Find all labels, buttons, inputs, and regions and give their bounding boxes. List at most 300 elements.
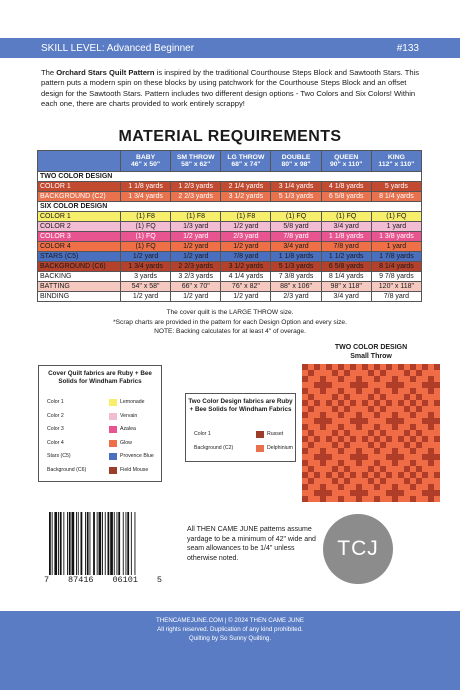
row-label: COLOR 1 <box>38 182 121 192</box>
barcode-bar <box>58 512 59 575</box>
quilt-patch <box>392 388 398 394</box>
barcode-bar <box>105 512 106 575</box>
quilt-patch <box>422 472 428 478</box>
table-cell: 5 yards <box>371 182 421 192</box>
quilt-patch <box>356 424 362 430</box>
barcode-bar <box>76 512 77 575</box>
quilt-patch <box>386 454 392 460</box>
table-cell: 1/2 yard <box>221 222 271 232</box>
barcode-digit-group: 7 <box>44 575 50 585</box>
quilt-patch <box>314 436 320 442</box>
quilt-patch <box>338 400 344 406</box>
quilt-patch <box>434 400 440 406</box>
corner-cell <box>38 151 121 172</box>
table-cell: 98" x 118" <box>321 282 371 292</box>
two-color-legend-title: Two Color Design fabrics are Ruby + Bee Solids for Windham Fabrics <box>188 398 293 413</box>
barcode-bar <box>72 512 75 575</box>
quilt-patch <box>410 436 416 442</box>
quilt-patch <box>428 490 434 496</box>
quilt-patch <box>410 412 416 418</box>
barcode-bar <box>114 512 115 575</box>
quilt-patch <box>434 490 440 496</box>
table-cell: 3 1/2 yards <box>221 262 271 272</box>
barcode-bar <box>135 512 136 575</box>
table-cell: 54" x 58" <box>121 282 171 292</box>
table-cell: 4 1/4 yards <box>221 272 271 282</box>
quilt-patch <box>380 370 386 376</box>
table-cell: 1 3/8 yards <box>371 232 421 242</box>
table-cell: (1) FQ <box>121 222 171 232</box>
table-row <box>38 262 422 272</box>
table-cell: 1 7/8 yards <box>371 252 421 262</box>
table-cell: 5/8 yard <box>271 222 321 232</box>
barcode-bar <box>99 512 102 575</box>
quilt-patch <box>428 412 434 418</box>
quilt-patch <box>338 496 344 502</box>
quilt-patch <box>356 382 362 388</box>
table-cell: 1/2 yard <box>171 292 221 302</box>
column-size-name: SM THROW <box>176 153 215 161</box>
quilt-patch <box>308 442 314 448</box>
quilt-patch <box>362 418 368 424</box>
quilt-patch <box>428 376 434 382</box>
barcode-bar <box>127 512 129 575</box>
table-row <box>38 232 422 242</box>
quilt-patch <box>422 454 428 460</box>
material-requirements-table <box>37 150 422 302</box>
barcode-bar <box>54 512 57 575</box>
legend-fabric-name: Lemonade <box>120 399 145 405</box>
quilt-patch <box>302 388 308 394</box>
quilt-patch <box>386 490 392 496</box>
quilt-patch <box>308 394 314 400</box>
quilt-patch <box>422 364 428 370</box>
table-cell: 1 1/2 yards <box>321 252 371 262</box>
quilt-patch <box>368 442 374 448</box>
table-cell: 7/8 yard <box>371 292 421 302</box>
table-row <box>38 252 422 262</box>
quilt-patch <box>422 436 428 442</box>
quilt-patch <box>422 490 428 496</box>
column-dimensions: 90" x 110" <box>329 161 363 168</box>
quilt-patch <box>392 376 398 382</box>
legend-slot: Color 4 <box>47 439 64 446</box>
table-cell: 3/4 yard <box>321 222 371 232</box>
quilt-patch <box>356 412 362 418</box>
quilt-patch <box>398 454 404 460</box>
quilt-patch <box>392 382 398 388</box>
cover-legend-title: Cover Quilt fabrics are Ruby + Bee Solids for Windham Fabrics <box>48 370 152 385</box>
quilt-patch <box>350 454 356 460</box>
quilt-patch <box>308 466 314 472</box>
quilt-patch <box>428 418 434 424</box>
table-cell: (1) F8 <box>121 212 171 222</box>
legend-swatch <box>109 453 117 460</box>
barcode-bar <box>110 512 113 575</box>
quilt-patch <box>392 412 398 418</box>
table-cell: 1/2 yard <box>121 292 171 302</box>
quilt-patch <box>374 460 380 466</box>
quilt-patch <box>356 388 362 394</box>
barcode-bar <box>85 512 86 575</box>
quilt-patch <box>320 388 326 394</box>
column-dimensions: 58" x 62" <box>181 161 211 168</box>
quilt-patch <box>350 436 356 442</box>
quilt-patch <box>386 400 392 406</box>
table-cell: (1) FQ <box>121 232 171 242</box>
quilt-patch <box>410 472 416 478</box>
table-row <box>38 242 422 252</box>
barcode-digits <box>43 575 163 585</box>
quilt-patch <box>392 496 398 502</box>
quilt-patch <box>320 490 326 496</box>
two-color-fabric-legend <box>185 393 296 462</box>
quilt-patch <box>314 418 320 424</box>
quilt-patch <box>434 436 440 442</box>
legend-fabric-name: Glow <box>120 439 132 446</box>
legend-swatch <box>256 445 264 452</box>
quilt-patch <box>362 490 368 496</box>
column-size-name: DOUBLE <box>281 153 311 161</box>
table-cell: (1) FQ <box>271 212 321 222</box>
barcode-bars <box>49 512 157 575</box>
quilt-patch <box>392 418 398 424</box>
barcode-bar <box>102 512 103 575</box>
quilt-patch <box>350 382 356 388</box>
table-row <box>38 292 422 302</box>
quilt-patch <box>308 406 314 412</box>
table-row <box>38 272 422 282</box>
quilt-patch <box>368 478 374 484</box>
quilt-patch <box>398 382 404 388</box>
quilt-patch <box>362 436 368 442</box>
table-cell: 8 1/4 yards <box>371 262 421 272</box>
quilt-patch <box>380 394 386 400</box>
legend-fabric-name: Russet <box>267 431 284 437</box>
footer-website[interactable]: THENCAMEJUNE.COM | © 2024 THEN CAME JUNE <box>155 617 305 624</box>
quilt-patch <box>344 442 350 448</box>
barcode <box>43 508 163 588</box>
column-size-name: QUEEN <box>334 153 359 161</box>
row-label: BACKGROUND (C2) <box>38 192 121 202</box>
barcode-bar <box>131 512 132 575</box>
table-row <box>38 282 422 292</box>
quilt-patch <box>302 472 308 478</box>
table-cell: (1) F8 <box>171 212 221 222</box>
column-dimensions: 46" x 50" <box>131 161 161 168</box>
quilt-patch <box>362 364 368 370</box>
quilt-patch <box>374 364 380 370</box>
legend-fabric-name: Azalea <box>120 426 136 432</box>
quilt-patch <box>356 376 362 382</box>
quilt-patch <box>320 484 326 490</box>
barcode-bar <box>63 512 64 575</box>
legend-fabric-name: Provence Blue <box>120 453 154 459</box>
column-header <box>171 151 221 172</box>
table-cell: 66" x 70" <box>171 282 221 292</box>
table-cell: 2/3 yard <box>271 292 321 302</box>
quilt-patch <box>314 490 320 496</box>
table-cell: 9 7/8 yards <box>371 272 421 282</box>
intro-paragraph <box>41 68 427 110</box>
column-size-name: BABY <box>135 153 156 161</box>
table-cell: 6 5/8 yards <box>321 262 371 272</box>
table-row <box>38 212 422 222</box>
quilt-patch <box>386 472 392 478</box>
skill-level: SKILL LEVEL: Advanced Beginner <box>41 42 195 54</box>
quilt-patch <box>404 430 410 436</box>
quilt-patch <box>356 418 362 424</box>
legend-slot: Color 1 <box>194 431 211 437</box>
quilt-patch <box>344 394 350 400</box>
table-row <box>38 182 422 192</box>
quilt-patch <box>338 412 344 418</box>
table-cell: 2 2/3 yards <box>171 262 221 272</box>
quilt-patch <box>434 472 440 478</box>
barcode-digit-group: 5 <box>156 575 162 585</box>
quilt-patch <box>338 460 344 466</box>
pattern-number: #133 <box>396 42 419 54</box>
quilt-patch <box>332 478 338 484</box>
quilt-patch <box>362 400 368 406</box>
quilt-patch <box>332 466 338 472</box>
footer-quilting: Quilting by So Sunny Quilting. <box>188 635 272 642</box>
barcode-digit-group: 87416 <box>68 575 94 585</box>
quilt-patch <box>410 424 416 430</box>
quilt-patch <box>410 460 416 466</box>
table-header-row <box>38 151 422 172</box>
intro-lead: The <box>41 68 57 77</box>
table-cell: 88" x 106" <box>271 282 321 292</box>
column-dimensions: 112" x 110" <box>378 161 415 168</box>
quilt-patch <box>422 400 428 406</box>
note-line: The cover quilt is the LARGE THROW size. <box>166 309 294 316</box>
quilt-patch <box>410 496 416 502</box>
note-line: NOTE: Backing calculates for at least 4" of overage. <box>154 328 306 335</box>
quilt-patch <box>356 454 362 460</box>
quilt-patch <box>392 454 398 460</box>
quilt-patch <box>338 472 344 478</box>
quilt-patch <box>314 400 320 406</box>
barcode-bar <box>93 512 95 575</box>
table-cell: 4 1/8 yards <box>321 182 371 192</box>
quilt-patch <box>302 496 308 502</box>
quilt-patch <box>302 484 308 490</box>
quilt-patch <box>368 466 374 472</box>
quilt-patch <box>428 388 434 394</box>
legend-slot: Color 1 <box>47 399 64 405</box>
table-cell: 2 1/4 yards <box>221 182 271 192</box>
quilt-patch <box>338 364 344 370</box>
quilt-patch <box>362 472 368 478</box>
table-cell: 1/2 yard <box>221 242 271 252</box>
quilt-patch <box>380 406 386 412</box>
table-cell: 1 yard <box>371 242 421 252</box>
table-cell: 3 yards <box>121 272 171 282</box>
material-requirements-title: MATERIAL REQUIREMENTS <box>118 128 342 145</box>
yardage-note: All THEN CAME JUNE patterns assume yardage to be a minimum of 42" wide and seam allowances to be 1/4" unless otherwise noted. <box>187 526 316 562</box>
column-header <box>271 151 321 172</box>
quilt-patch <box>326 418 332 424</box>
column-header <box>121 151 171 172</box>
table-cell: 1 1/8 yards <box>121 182 171 192</box>
intro-body: is inspired by the traditional Courthouse Steps Block and Sawtooth Stars. This pattern puts a modern spin on these blocks by using patchwork for the Courthouse Steps Block and an offset design for the Sawtooth Stars. Pattern includes two different design options - Two Colors and Six Colors! Within each one, there are charts provided to work entirely scrappy! <box>41 68 420 109</box>
quilt-patch <box>344 370 350 376</box>
quilt-patch <box>344 430 350 436</box>
quilt-patch <box>302 400 308 406</box>
quilt-patch <box>398 436 404 442</box>
table-cell: (1) FQ <box>371 212 421 222</box>
quilt-patch <box>374 436 380 442</box>
quilt-patch <box>410 388 416 394</box>
table-cell: 76" x 82" <box>221 282 271 292</box>
quilt-patch <box>416 478 422 484</box>
quilt-patch <box>392 448 398 454</box>
small-throw-title <box>302 343 440 361</box>
quilt-patch <box>398 364 404 370</box>
small-throw-quilt-illustration <box>302 364 440 502</box>
row-label: COLOR 3 <box>38 232 121 242</box>
table-cell: 8 1/4 yards <box>321 272 371 282</box>
barcode-bar <box>90 512 91 575</box>
legend-slot: Color 3 <box>47 426 64 432</box>
quilt-patch <box>410 484 416 490</box>
table-cell: 120" x 118" <box>371 282 421 292</box>
small-throw-title-line1: TWO COLOR DESIGN <box>334 344 408 351</box>
table-row <box>38 222 422 232</box>
quilt-patch <box>398 472 404 478</box>
quilt-patch <box>332 394 338 400</box>
quilt-patch <box>356 496 362 502</box>
table-cell: 8 1/4 yards <box>371 192 421 202</box>
note-line: *Scrap charts are provided in the pattern for each Design Option and every size. <box>113 318 347 326</box>
quilt-patch <box>314 382 320 388</box>
legend-slot: Background (C2) <box>194 444 234 451</box>
barcode-bar <box>108 512 110 575</box>
table-cell: 3/4 yard <box>321 292 371 302</box>
quilt-patch <box>350 472 356 478</box>
quilt-patch <box>332 442 338 448</box>
quilt-patch <box>338 424 344 430</box>
barcode-bar <box>60 512 62 575</box>
quilt-patch <box>416 466 422 472</box>
quilt-patch <box>338 436 344 442</box>
quilt-patch <box>326 400 332 406</box>
legend-slot: Color 2 <box>47 412 64 419</box>
quilt-patch <box>302 448 308 454</box>
quilt-patch <box>428 382 434 388</box>
quilt-patch <box>386 436 392 442</box>
quilt-patch <box>302 376 308 382</box>
quilt-patch <box>416 406 422 412</box>
table-cell: 1/2 yard <box>171 232 221 242</box>
quilt-patch <box>428 484 434 490</box>
quilt-patch <box>404 370 410 376</box>
row-label: COLOR 2 <box>38 222 121 232</box>
quilt-patch <box>398 418 404 424</box>
legend-fabric-name: Delphinium <box>267 444 293 451</box>
quilt-patch <box>374 496 380 502</box>
quilt-patch <box>374 424 380 430</box>
quilt-patch <box>374 448 380 454</box>
table-cell: (1) FQ <box>121 242 171 252</box>
quilt-patch <box>338 484 344 490</box>
column-dimensions: 80" x 98" <box>281 161 311 168</box>
table-cell: 1/2 yard <box>171 242 221 252</box>
quilt-patch <box>308 478 314 484</box>
quilt-patch <box>410 376 416 382</box>
legend-swatch <box>109 413 117 420</box>
section-row <box>38 202 422 212</box>
footer-rights: All rights reserved. Duplication of any kind prohibited. <box>157 626 303 633</box>
quilt-patch <box>434 454 440 460</box>
quilt-patch <box>320 496 326 502</box>
quilt-patch <box>332 430 338 436</box>
barcode-bar <box>67 512 68 575</box>
legend-swatch <box>109 467 117 474</box>
quilt-patch <box>302 436 308 442</box>
table-cell: 3/4 yard <box>271 242 321 252</box>
row-label: BATTING <box>38 282 121 292</box>
table-cell: (1) F8 <box>221 212 271 222</box>
barcode-bar <box>123 512 124 575</box>
column-size-name: KING <box>387 153 405 161</box>
quilt-patch <box>332 370 338 376</box>
barcode-bar <box>78 512 79 575</box>
quilt-patch <box>398 400 404 406</box>
table-cell: 1 3/4 yards <box>121 192 171 202</box>
quilt-patch <box>350 490 356 496</box>
row-label: BINDING <box>38 292 121 302</box>
table-cell: 1/2 yard <box>171 252 221 262</box>
quilt-patch <box>320 382 326 388</box>
quilt-patch <box>302 460 308 466</box>
quilt-patch <box>332 406 338 412</box>
quilt-patch <box>320 448 326 454</box>
quilt-patch <box>326 436 332 442</box>
small-throw-title-line2: Small Throw <box>350 353 392 360</box>
quilt-patch <box>356 484 362 490</box>
material-notes <box>0 308 460 337</box>
quilt-patch <box>320 376 326 382</box>
quilt-patch <box>338 376 344 382</box>
quilt-patch <box>308 430 314 436</box>
column-header <box>371 151 421 172</box>
quilt-patch <box>344 478 350 484</box>
quilt-patch <box>404 406 410 412</box>
quilt-patch <box>320 424 326 430</box>
quilt-patch <box>326 490 332 496</box>
barcode-bar <box>87 512 89 575</box>
table-row <box>38 192 422 202</box>
table-cell: 2 2/3 yards <box>171 192 221 202</box>
quilt-patch <box>350 418 356 424</box>
quilt-patch <box>434 418 440 424</box>
quilt-patch <box>356 460 362 466</box>
column-header <box>221 151 271 172</box>
legend-fabric-name: Vervain <box>120 412 138 419</box>
quilt-patch <box>356 490 362 496</box>
quilt-patch <box>422 418 428 424</box>
quilt-patch <box>428 454 434 460</box>
section-label: TWO COLOR DESIGN <box>38 172 422 182</box>
quilt-patch <box>314 364 320 370</box>
column-size-name: LG THROW <box>227 153 265 161</box>
barcode-bar <box>126 512 127 575</box>
table-cell: 1 2/3 yards <box>171 182 221 192</box>
table-cell: 5 1/3 yards <box>271 192 321 202</box>
quilt-patch <box>404 442 410 448</box>
